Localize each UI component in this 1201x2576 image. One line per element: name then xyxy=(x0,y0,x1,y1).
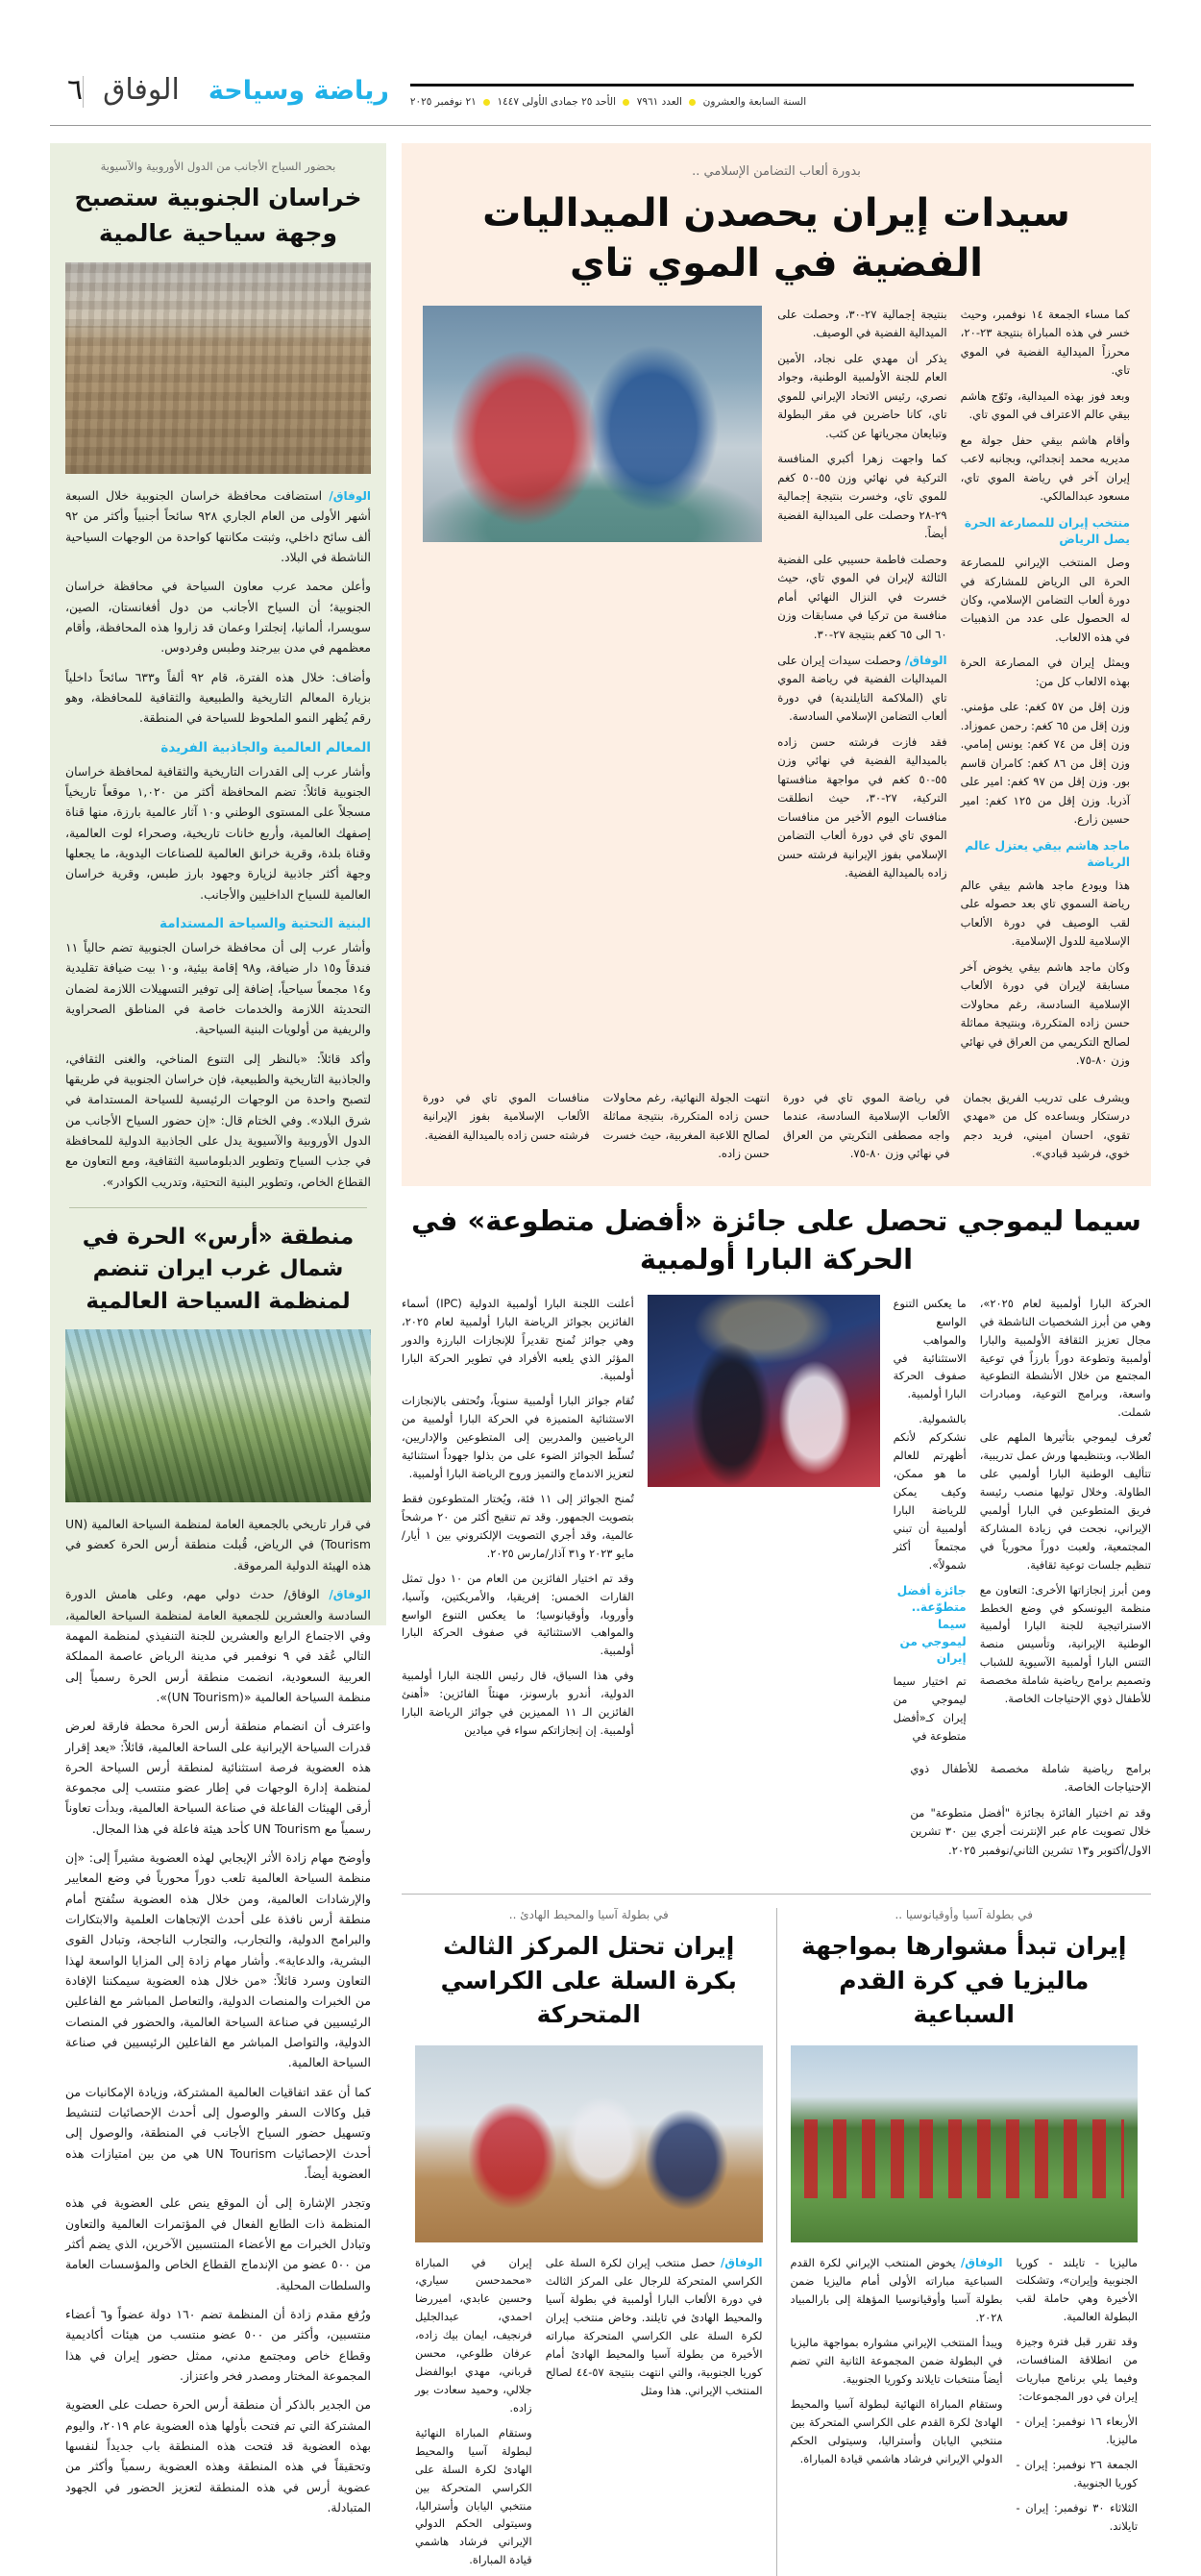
paragraph: تُمنح الجوائز إلى ١١ فئة، ويُختار المتطوعون فقط بتصويت الجمهور. وقد تم تنقيح أكثر من ٢٠ مرشحاً عالمية، وقد أجري التصويت الإلكتروني بين ١ أيار/مايو ٢٠٢٣ و٣١ آذار/مارس ٢٠٢٥. xyxy=(402,1491,634,1560)
paragraph: أعلنت اللجنة البارا أولمبية الدولية (IPC) أسماء الفائزين بجوائز الرياضة البارا أولمبية لعام ٢٠٢٥، وهي جوائز تُمنح تقديراً للإنجازات البارزة والدور المؤثر الذي يلعبه الأفراد في تطوير الحركة البارا أولمبية. xyxy=(402,1296,634,1383)
paragraph: يخوض المنتخب الإيراني لكرة القدم السباعية مباراته الأولى أمام ماليزيا ضمن بطولة آسيا وأوقيانوسيا المؤهلة إلى بارالمبياد ٢٠٢٨. xyxy=(790,2255,1003,2325)
paragraph: تم اختيار سيما ليموجي من إيران كـ«أفضل متطوعة في xyxy=(893,1674,967,1743)
paragraph: فقد فازت فرشته حسن زاده بالميدالية الفضية في نهائي وزن ٥٥-٥٠ كغم في مواجهة منافستها التركية، ٢٧-٣٠، حيث انطلقت منافسات اليوم الأخير من منافسات الموي تاي في دورة ألعاب التضامن الإسلامي بفوز الإيرانية فرشته حسن زاده بالميدالية الفضية. xyxy=(777,734,947,880)
football-headline: إيران تبدأ مشوارها بمواجهة ماليزيا في كرة القدم السباعية xyxy=(801,1932,1127,2029)
paragraph: الحركة البارا أولمبية لعام ٢٠٢٥»، وهي من أبرز الشخصيات الناشطة في مجال تعزيز الثقافة الأولمبية والبارا أولمبية وتطوعة دوراً بارزاً في توعية المجتمع من خلال الأنشطة التطوعية واسعة، وبرامج التوعية، ومبادرات شملت. xyxy=(979,1296,1151,1420)
paragraph: هذا ويودع ماجد هاشم بيقي عالم رياضة السموي تاي بعد حصوله على لقب الوصيف في دورة الألعاب الإسلامية للدول الإسلامية. xyxy=(960,879,1130,949)
tourism-kicker: بحضور السياح الأجانب من الدول الأوروبية والآسيوية xyxy=(100,160,336,173)
masthead-brand-group xyxy=(50,73,410,108)
paragraph: وحصلت سيدات إيران على الميداليات الفضية في رياضة الموي تاي (الملاكمة التايلندية) في دورة ألعاب التضامن الإسلامي السادسة. xyxy=(777,653,947,724)
lead-tag: الوفاق/ xyxy=(905,653,947,667)
paragraph: في رياضة الموي تاي في دورة الألعاب الإسلامية السادسة، عندما واجه مصطفى التكريتي من العراق في نهائي وزن ٨٠-٧٥. xyxy=(783,1090,950,1161)
aras-headline: منطقة «أرس» الحرة في شمال غرب ايران تنضم لمنظمة السياحة العالمية xyxy=(82,1224,355,1314)
para-olympic-columns xyxy=(894,1295,1151,1752)
paragraph: في قرار تاريخي بالجمعية العامة لمنظمة السياحة العالمية (UN Tourism) في الرياض، قُبلت منطقة أرس الحرة كعضو في هذه الهيئة الدولية المرموقة. xyxy=(65,1516,371,1573)
feature-article xyxy=(402,143,1151,1186)
paragraph: وأوضح مهام زادة الأثر الإيجابي لهذه العضوية مشيراً إلى: «إن منظمة السياحة العالمية تلعب دوراً محورياً في وضع المعايير والإرشادات العالمية، ومن خلال هذه العضوية ستُفتح أمام منطقة أرس نافذة على أحدث الإتجاهات العلمية والابتكارات والبرامج الدولية، والتجارب، والتجارب الناجحة، وتبادل القوى البشرية، والدعاية». وأشار مهام زادة إلى المزايا الواسعة لهذا التعاون وسرد قائلاً: «من خلال هذه العضوية سيمكننا الإفادة من الخبرات والمنصات الدولية، والتعاصل المباشر مع الفاعلين الرئيسيين في صناعة السياحة العالمية، والحضور في المنصات الدولية، والتواصل المباشر مع الفاعلين الرئيسيين في صناعة السياحة العالمية. xyxy=(65,1850,371,2070)
paragraph: ماليزيا - تايلند - كوريا الجنوبية وإيران»، وتشكلت الأخيرة وهي حاملة لقب البطولة العالمية. xyxy=(1016,2255,1138,2324)
paragraph: وأشار عرب إلى أن محافظة خراسان الجنوبية تضم حالياً ١١ فندقاً و١٥ دار ضيافة، و٩٨ إقامة بيئية، و١٠ بيت ضيافة تقليدية و١٤ مجمعاً سياحياً، إضافة إلى توفير التسهيلات اللازمة لضمان التحديثة اللازمة والخدمات خاصة في المناطق الصحراوية والريفية من أولويات البنية السياحية. xyxy=(65,939,371,1037)
feature-column-1 xyxy=(961,306,1130,1077)
issue-year: السنة السابعة والعشرون xyxy=(702,96,807,108)
para-olympic-headline: سيما ليموجي تحصل على جائزة «أفضل متطوعة» في الحركة البارا أولمبية xyxy=(411,1203,1141,1276)
paragraph: الثلاثاء ٣٠ نوفمبر: إيران - تايلاند. xyxy=(1016,2500,1138,2533)
feature-body xyxy=(423,306,1130,1077)
aras-aerial-photo xyxy=(65,1329,371,1502)
basketball-column-2 xyxy=(546,2254,763,2576)
para-olympic-column-2 xyxy=(402,1295,634,1746)
paragraph: إيران في المباراة «محمدحسن سياري، وحسين عابدي، اميررضا احمدي، عبدالجليل فرنجيف، ايمان بيك زاده، عرفان طلوعي، محسن قرباني، مهدي ابوالفضل جلالي، وحميد سعادت بور زاده. xyxy=(415,2255,532,2415)
feature-kicker: بدورة ألعاب التضامن الإسلامي .. xyxy=(692,164,861,179)
paragraph: ما يعكس التنوع الواسع والمواهب الاستثنائية في صفوف الحركة البارا أولمبية. xyxy=(893,1296,967,1401)
bullet-dot-icon xyxy=(623,99,629,106)
paragraph: واعترف أن انضمام منطقة أرس الحرة محطة فارقة لعرض قدرات السياحة الإيرانية على الساحة العالمية، قائلاً: «يعد إقرار هذه العضوية فرصة استثنائية لمنطقة أرس السياحة الحرة لمنظمة إدارة الوجهات في إطار عضو منتسب إلى مجموعة أرقى الهيئات الفاعلة في صناعة السياحة العالمية، وبدأت تعاوناً رسمياً مع UN Tourism كأحد هيئة فاعلة في هذا المجال. xyxy=(65,1719,371,1836)
feature-text-columns xyxy=(777,306,1130,1077)
paragraph: وبعد فوز بهذه الميدالية، وتَوّج هاشم بيقي عالم الاعتراف في الموي تاي. xyxy=(960,388,1130,422)
page-number: ٦ xyxy=(67,73,84,107)
para-olympic-column-3 xyxy=(894,1295,967,1752)
basketball-article xyxy=(402,1908,776,2576)
tourism-article-2 xyxy=(65,1222,371,2517)
paragraph: الجمعة ٢٦ نوفمبر: إيران - كوريا الجنوبية. xyxy=(1016,2457,1138,2489)
basketball-kicker: في بطولة آسيا والمحيط الهادئ .. xyxy=(508,1908,669,1922)
issue-line xyxy=(410,96,1134,108)
para-olympic-column-2-wrap xyxy=(402,1295,634,1746)
bullet-dot-icon xyxy=(483,99,490,106)
paragraph: تُقام جوائز البارا أولمبية سنوياً، وتُحتفى بالإنجازات الاستثنائية المتميزة في الحركة البارا أولمبية من الرياضيين والمدربين إلى المتطوعين والإداريين، تُسلّط الجوائز الضوء على من بذلوا جهوداً استثنائية لتعزيز الاندماج والتميز وروح الرياضة البارا أولمبية. xyxy=(402,1394,634,1481)
paragraph: وأعلن محمد عرب معاون السياحة في محافظة خراسان الجنوبية؛ أن السياح الأجانب من دول أفغانستان، الصين، سويسرا، ألمانيا، إنجلترا وعمان قد زاروا هذه المحافظة، وأقام معظمهم في مدن بيرجند وطبس وفردوس. xyxy=(65,579,371,656)
newspaper-brand-logo: الوفاق xyxy=(83,76,199,108)
issue-info-bar xyxy=(410,84,1134,108)
tourism-article-1 xyxy=(65,159,371,1192)
paragraph: من الجدير بالذكر أن منطقة أرس الحرة حصلت على العضوية المشتركة التي تم فتحت بأولها هذه العضوية عام ٢٠١٩، واليوم بهذه العضوية قد فتحت هذه المنطقة باب جديداً لنفسها وتحقيقاً في هذه المنطقة وهذه العضوية رسمياً وأكثر من عضوية أرس في هذه المنطقة لتعزيز الحضور في الجهود المتبادلة. xyxy=(65,2397,372,2514)
paragraph: انتهت الجولة النهائية، رغم محاولات حسن زاده المتكررة، بنتيجة مماثلة لصالح اللاعبة المغربية، حيث خسرت حسن زاده. xyxy=(602,1090,770,1161)
main-column xyxy=(402,143,1151,2567)
paragraph: وستقام المباراة النهائية لبطولة آسيا والمحيط الهادئ لكرة السلة على الكراسي المتحركة بين منتخبي اليابان وأستراليا، وسيتولى الحكم الدولي الإيراني فرشاد هاشمي قيادة المباراة. xyxy=(415,2425,532,2567)
paragraph: وستقام المباراة النهائية لبطولة آسيا والمحيط الهادئ لكرة القدم على الكراسي المتحركة بين منتخبي اليابان وأستراليا، وسيتولى الحكم الدولي الإيراني فرشاد هاشمي قيادة المباراة. xyxy=(790,2396,1003,2465)
lead-tag: الوفاق/ xyxy=(720,2255,763,2269)
paragraph: وقد تم اختيار الفائزة بجائزة "أفضل متطوعة" من خلال تصويت عام عبر الإنترنت أجري بين ٣٠ تشرين الاول/أكتوبر و١٣ تشرين الثاني/نوفمبر ٢٠٢٥. xyxy=(910,1805,1151,1857)
paragraph: كما مساء الجمعة ١٤ نوفمبر، وحيث خسر في هذه المباراة بنتيجة ٢٣-٢٠، محرزاً الميدالية الفضية في الموي تاي. xyxy=(960,308,1130,378)
paragraph-text: استضافت محافظة خراسان الجنوبية خلال السبعة أشهر الأولى من العام الجاري ٩٢٨ سائحاً أجنبياً وأكثر من ٩٢ ألف سائح داخلي، وثبتت مكانتها كواحدة من الوجهات السياحية الناشطة في البلاد. xyxy=(65,487,371,565)
issue-hijri-date: الأحد ٢٥ جمادى الأولى ١٤٤٧ xyxy=(497,96,616,108)
page-content xyxy=(0,126,1201,2567)
section-divider xyxy=(402,1894,1151,1895)
paragraph: بالشمولية. نشكركم لأنكم أظهرتم للعالم ما هو ممكن، وكيف يمكن للرياضة البارا أولمبية أن تبني مجتمعاً أكثر شمولاً». xyxy=(893,1412,967,1572)
feature-column-2 xyxy=(777,306,946,1077)
tourism-subheading-2: البنية التحتية والسياحة المستدامة xyxy=(159,915,371,931)
paragraph: وحصلت فاطمة حسيبي على الفضية الثالثة لإيران في الموي تاي، حيث خسرت في النزال النهائي أمام منافسة من تركيا في مسابقات وزن ٦٠ الى ٦٥ كغم بنتيجة ٢٧-٣٠. xyxy=(777,552,947,641)
paragraph: وأكد قائلاً: «بالنظر إلى التنوع المناخي، والغنى الثقافي، والجاذبية التاريخية والطبيعية، فإن خراسان الجنوبية في طريقها لتصبح واحدة من الوجهات الرئيسية للسياحة المستدامة في شرق البلاد». وفي الختام قال: «إن حضور السياح الأجانب من الدول الأوروبية والآسيوية يدل على الجاذبية الدولية للمحافظة في جذب السياح وتطوير الدبلوماسية الثقافية، ومع التعاون مع القطاع الخاص، وتطوير البنية التحتية، وتدريب الكوادر». xyxy=(65,1051,371,1189)
paragraph: يذكر أن مهدي على نجاد، الأمين العام للجنة الأولمبية الوطنية، وجواد نصري، رئيس الاتحاد الإيراني للموي تاي، كانا حاضرين في مقر البطولة وتبايعان مجرياتها عن كثب. xyxy=(777,351,947,440)
side-column xyxy=(50,143,386,2514)
paragraph: وتجدر الإشارة إلى أن الموقع ينص على العضوية في هذه المنظمة ذات الطابع الفعال في المؤتمرات العالمية والتعاون وتبادل الخبرات مع الأعضاء المنتسبين الآخرين، الذي يضم أكثر من ٥٠٠ عضو من الإندماج القطاع الخاص والمؤسسات العامة والسلطات المحلية. xyxy=(65,2195,371,2292)
football-column-1 xyxy=(791,2254,1003,2542)
historic-village-photo xyxy=(65,262,371,474)
issue-number: العدد ٧٩٦١ xyxy=(636,96,682,108)
feature-subheading: ماجد هاشم بيقي يعتزل عالم الرياضة xyxy=(965,838,1130,870)
lead-tag: الوفاق/ xyxy=(960,2255,1003,2269)
paragraph: ومن أبرز إنجازاتها الأخرى: التعاون مع منظمة اليونسكو في وضع الخطط الاستراتيجية للجنة البارا أولمبية الوطنية الإيرانية، وتأسيس منصة التنس البارا أولمبية الآسيوية للشباب وتصميم برامج رياضية شاملة مخصصة للأطفال ذوي الإحتياجات الخاصة. xyxy=(979,1582,1151,1706)
football-kicker: في بطولة آسيا وأوقيانوسيا .. xyxy=(895,1908,1034,1922)
tourism-subheading-1: المعالم العالمية والجاذبية الفريدة xyxy=(160,739,371,755)
paragraph: وفي هذا السياق، قال رئيس اللجنة البارا أولمبية الدولية، أندرو بارسونز، مهنئاً الفائزين: «أهنئ الفائزين الـ ١١ المميزين في جوائز الرياضة البارا أولمبية. إن إنجازاتكم سواء في ميادين xyxy=(402,1669,634,1738)
tourism-headline: خراسان الجنوبية ستصبح وجهة سياحية عالمية xyxy=(74,184,362,247)
paragraph: حصل منتخب إيران لكرة السلة على الكراسي المتحركة للرجال على المركز الثالث في دورة الألعاب البارا أولمبية في بطولة آسيا والمحيط الهادئ في تايلند. وخاض منتخب إيران لكرة السلة على الكراسي المتحركة مباراته الأخيرة من بطولة آسيا والمحيط الهادئ أمام كوريا الجنوبية، والتي انتهت بنتيجة ٥٧-٤٤ لصالح المنتخب الإيراني. هذا ومثل xyxy=(545,2255,763,2397)
iran-football-team-photo xyxy=(791,2045,1139,2242)
para-olympic-column-1 xyxy=(980,1295,1151,1752)
paragraph: كما واجهت زهرا أكبري المنافسة التركية في نهائي وزن ٥٥-٥٠ كغم للموي تاي، وخسرت بنتيجة إجمالية ٢٩-٢٨ وحصلت على الميدالية الفضية أيضاً. xyxy=(777,452,947,541)
issue-gregorian-date: ٢١ نوفمبر ٢٠٢٥ xyxy=(409,96,477,108)
para-olympic-article xyxy=(402,1201,1151,1867)
lead-tag: الوفاق/ xyxy=(329,1587,371,1601)
bullet-dot-icon xyxy=(689,99,696,106)
paragraph: وصل المنتخب الإيراني للمصارعة الحرة الى الرياض للمشاركة في دورة ألعاب التضامن الإسلامي، وكان له الحصول على عدد من الذهبيات في هذه الالعاب. xyxy=(960,556,1130,644)
sima-limouji-photo xyxy=(648,1295,880,1487)
paragraph: منافسات الموي تاي في دورة الألعاب الإسلامية بفوز الإيرانية فرشته حسن زاده بالميدالية الفضية. xyxy=(423,1090,590,1142)
paragraph xyxy=(65,485,371,568)
paragraph: ويمثل إيران في المصارعة الحرة بهذه الالعاب كل من: xyxy=(960,656,1130,688)
feature-subheading: منتخب إيران للمصارعة الحرة يصل الرياض xyxy=(964,515,1130,547)
paragraph: وأضاف: خلال هذه الفترة، قام ٩٢ ألفاً و٦٣٣ سائحاً داخلياً بزيارة المعالم التاريخية والطبيعية والثقافية للمحافظة، وهو رقم يُظهر النمو الملحوظ للسياحة في المنطقة. xyxy=(65,669,371,726)
paragraph: برامج رياضية شاملة مخصصة للأطفال ذوي الإحتياجات الخاصة. xyxy=(910,1761,1151,1795)
basketball-column-1 xyxy=(415,2254,532,2576)
feature-lower-columns xyxy=(423,1089,1130,1171)
paragraph: وأقام هاشم بيقي حفل جولة مع مديريه محمد إنجدائي، وبجانبه لاعب إيران آخر في رياضة الموي تاي، مسعود عبدالمالكي. xyxy=(960,433,1130,504)
paragraph: ويبدأ المنتخب الإيراني مشواره بمواجهة ماليزيا في البطولة ضمن المجموعة الثانية التي تضم أيضاً منتخبات تايلاند وكوريا الجنوبية. xyxy=(790,2336,1003,2387)
football-columns xyxy=(791,2254,1139,2542)
paragraph: وقد تم اختيار الفائزين من العام من ١٠ دول تمثل القارات الخمس: إفريقيا، والأمريكتين، وآسيا، وأوروبا، وأوقيانوسيا؛ ما يعكس التنوع الواسع والمواهب الاستثنائية في صفوف الحركة البارا أولمبية. xyxy=(402,1571,634,1658)
para-olympic-body xyxy=(402,1295,1151,1752)
para-olympic-subheading: جائزة أفضل متطوّعة.. سيما ليموجي من إيران xyxy=(896,1583,967,1666)
lead-tag: الوفاق/ xyxy=(329,488,371,503)
paragraph: تُعرف ليموجي بتأثيرها الملهم على الطلاب، وبتنظيمها ورش عمل تدريبية، تتأليف الوطنية البارا أولمبي على الطاولة. وخلال توليها منصب رئيسة فريق المتطوعين في البارا أولمبي الإيراني، نجحت في زيادة المشاركة المجتمعية، ولعبت دوراً محورياً في تنظيم جلسات توعية ثقافية. xyxy=(979,1430,1151,1572)
paragraph: كما أن عقد اتفاقيات العالمية المشتركة، وزيادة الإمكانيات من قبل وكالات السفر والوصول إلى أحدث الإحصائيات لتنشيط وتسهيل حضور السياح الأجانب في المنطقة، والوصول إلى أحدث الإحصائيات UN Tourism هي من بين امتيازات هذه العضوية أيضاً. xyxy=(65,2084,372,2182)
section-title: رياضة وسياحة xyxy=(208,75,389,106)
paragraph: الأربعاء ١٦ نوفمبر: إيران - ماليزيا. xyxy=(1016,2414,1138,2446)
football-column-2 xyxy=(1017,2254,1139,2542)
feature-headline: سيدات إيران يحصدن الميداليات الفضية في الموي تاي xyxy=(482,191,1070,285)
football-article xyxy=(776,1908,1152,2576)
basketball-headline: إيران تحتل المركز الثالث بكرة السلة على الكراسي المتحركة xyxy=(440,1932,737,2029)
paragraph: ويشرف على تدريب الفريق بجمان درستكار وبساعده كل من «مهدي تقوي، احسان اميني، فريد دجم خوي، فرشيد قبادي». xyxy=(963,1090,1130,1161)
muay-thai-photo xyxy=(423,306,762,542)
paragraph xyxy=(65,1584,371,1707)
wheelchair-basketball-photo xyxy=(415,2045,763,2242)
masthead xyxy=(0,0,1201,108)
paragraph-text: الوفاق/ حدث دولي مهم، وعلى هامش الدورة السادسة والعشرين للجمعية العامة لمنظمة السياحة العالمية، وفي الاجتماع الرابع والعشرين للجنة التنفيذي لمنظمة المهمة التالي عُقد في ٩ نوفمبر في مدينة الرياض عاصمة المملكة العربية السعودية، انضمت منطقة أرس الحرة رسمياً إلى منظمة السياحة العالمية «(UN Tourism)». xyxy=(65,1586,371,1704)
para-olympic-lower xyxy=(402,1760,1151,1867)
bottom-articles-row xyxy=(402,1908,1151,2576)
paragraph: وكان ماجد هاشم بيقي يخوض آخر مسابقة لإيران في دورة الألعاب الإسلامية السادسة، رغم محاولات حسن زاده المتكررة، وبنتيجة مماثلة لصالح التكريمي من العراق في نهائي وزن ٨٠-٧٥. xyxy=(960,959,1130,1068)
paragraph: بنتيجة إجمالية ٢٧-٣٠، وحصلت على الميدالية الفضية في الوصيف. xyxy=(777,308,947,340)
paragraph: ورُفع مقدم زادة أن المنظمة تضم ١٦٠ دولة عضواً و٦ أعضاء منتسبين، وأكثر من ٥٠٠ عضو منتسب من هيئات أكاديمية وقطاع خاص ومجتمع مدني، ممثل حضور إيران في هذا المجموعة المختار ومصدر فخر واعتزاز. xyxy=(65,2307,371,2384)
basketball-columns xyxy=(415,2254,763,2576)
paragraph: وأشار عرب إلى القدرات التاريخية والثقافية لمحافظة خراسان الجنوبية قائلاً: تضم المحافظة أكثر من ١,٠٢٠ موقعاً تاريخياً مسجلاً على المستوى الوطني و١٠ آثار عالمية بارزة، منها قناة إصفهك العالمية، وأربع خانات تاريخية، وصحراء لوت العالمية، وقناة بلدة، وقرية خرانق العالمية للصناعات اليدوية، ما يجعلها وجهة أكثر جاذبية لزيارة وجهود بارز طبس، وقرية خراسان العالمية للسياح الداخليين والأجانب. xyxy=(65,763,372,902)
paragraph: وقد تقرر قبل فترة وجيزة من انطلاقة المنافسات، وفيما يلي برنامج مباريات إيران في دور المجموعات: xyxy=(1016,2335,1138,2403)
paragraph: وزن إقل من ٥٧ كغم: على مؤمني. وزن إقل من ٦٥ كغم: رحمن عموزاد. وزن إقل من ٧٤ كغم: يونس إمامي. وزن إقل من ٨٦ كغم: كامران قاسم بور. وزن إقل من ٩٧ كغم: امير على آذربا. وزن إقل من ١٢٥ كغم: امير حسين زارع. xyxy=(960,700,1130,827)
side-divider xyxy=(69,1207,367,1208)
